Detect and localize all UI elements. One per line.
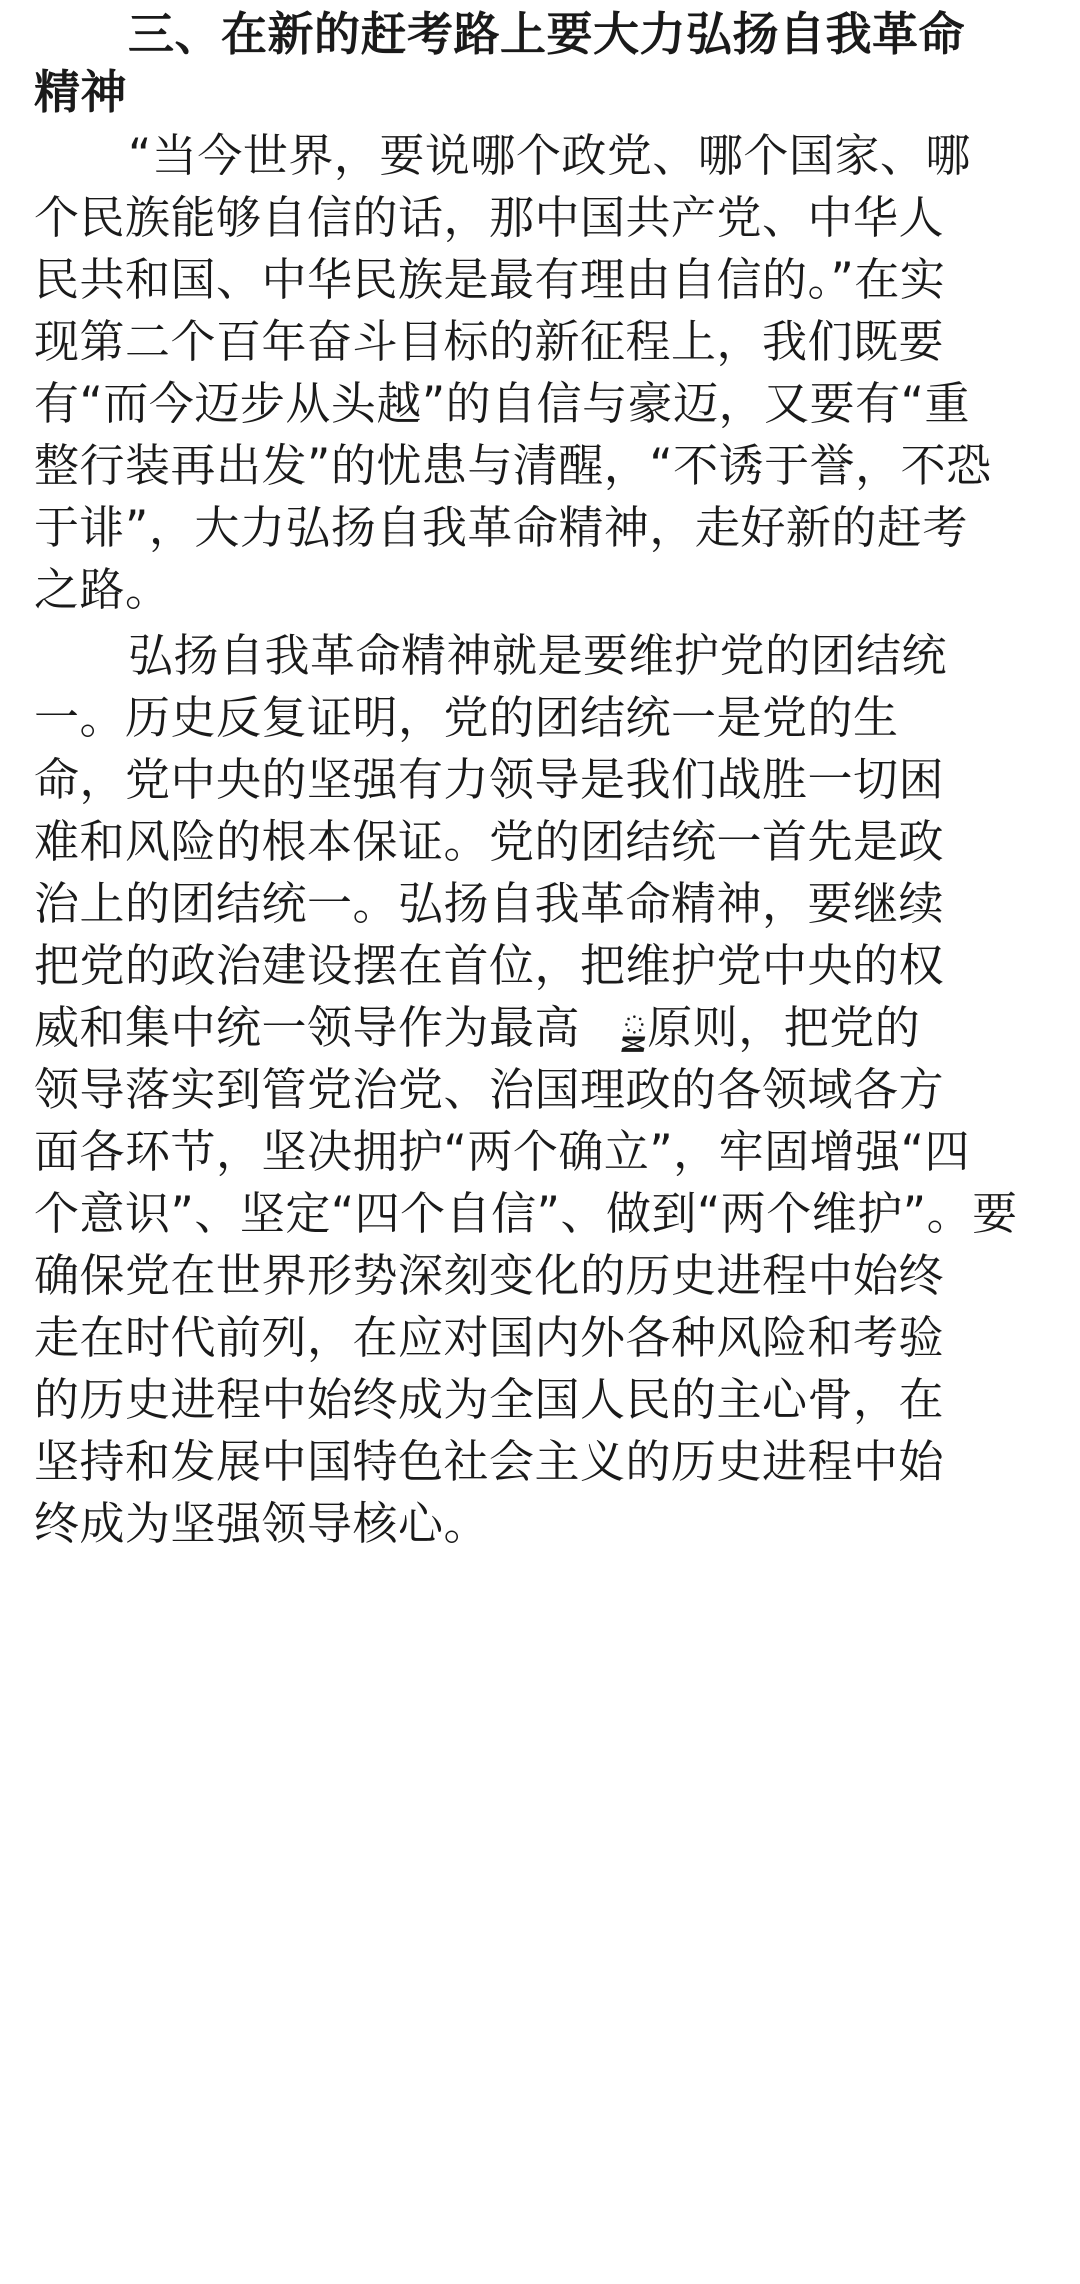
paragraph-2-line-15: 终成为坚强领导核心。 (34, 1497, 490, 1550)
paragraph-2-line-7-end: ྍ原则，把党的 (622, 1001, 921, 1054)
paragraph-2-line-8: 领导落实到管党治党、治国理政的各领域各方 (34, 1063, 945, 1116)
paragraph-2-line-7 (34, 1000, 920, 1056)
paragraph-1-line-8: 之路。 (34, 563, 171, 616)
paragraph-2-line-2: 一。历史反复证明，党的团结统一是党的生 (34, 691, 899, 744)
paragraph-1-line-2: 个民族能够自信的话，那中国共产党、中华人 (34, 191, 945, 244)
heading-line-2: 精神 (34, 65, 127, 119)
paragraph-1-line-5: 有“而今迈步从头越”的自信与豪迈，又要有“重 (34, 377, 970, 430)
paragraph-1-line-6: 整行装再出发”的忧患与清醒，“不诱于誉，不恐 (34, 439, 992, 492)
paragraph-2-line-14: 坚持和发展中国特色社会主义的历史进程中始 (34, 1435, 945, 1488)
paragraph-2-line-7-start: 威和集中统一领导作为最高 (34, 1001, 581, 1054)
paragraph-2-line-5: 治上的团结统一。弘扬自我革命精神，要继续 (34, 877, 945, 930)
paragraph-2-line-11: 确保党在世界形势深刻变化的历史进程中始终 (34, 1249, 945, 1302)
paragraph-2-line-12: 走在时代前列，在应对国内外各种风险和考验 (34, 1311, 945, 1364)
paragraph-1-line-1: “当今世界，要说哪个政党、哪个国家、哪 (128, 129, 971, 182)
paragraph-2-line-1: 弘扬自我革命精神就是要维护党的团结统 (128, 629, 948, 682)
paragraph-1-line-4: 现第二个百年奋斗目标的新征程上，我们既要 (34, 315, 945, 368)
paragraph-2-line-9: 面各环节，坚决拥护“两个确立”，牢固增强“四 (34, 1125, 970, 1178)
paragraph-2-line-13: 的历史进程中始终成为全国人民的主心骨，在 (34, 1373, 945, 1426)
paragraph-1-line-7: 于诽”，大力弘扬自我革命精神，走好新的赶考 (34, 501, 968, 554)
paragraph-1-line-3: 民共和国、中华民族是最有理由自信的。”在实 (34, 253, 946, 306)
paragraph-2-line-3: 命，党中央的坚强有力领导是我们战胜一切困 (34, 753, 945, 806)
paragraph-2-line-4: 难和风险的根本保证。党的团结统一首先是政 (34, 815, 945, 868)
paragraph-2-line-6: 把党的政治建设摆在首位，把维护党中央的权 (34, 939, 945, 992)
heading-line-1: 三、在新的赶考路上要大力弘扬自我革命 (128, 7, 965, 61)
paragraph-2-line-10: 个意识”、坚定“四个自信”、做到“两个维护”。要 (34, 1187, 1018, 1240)
